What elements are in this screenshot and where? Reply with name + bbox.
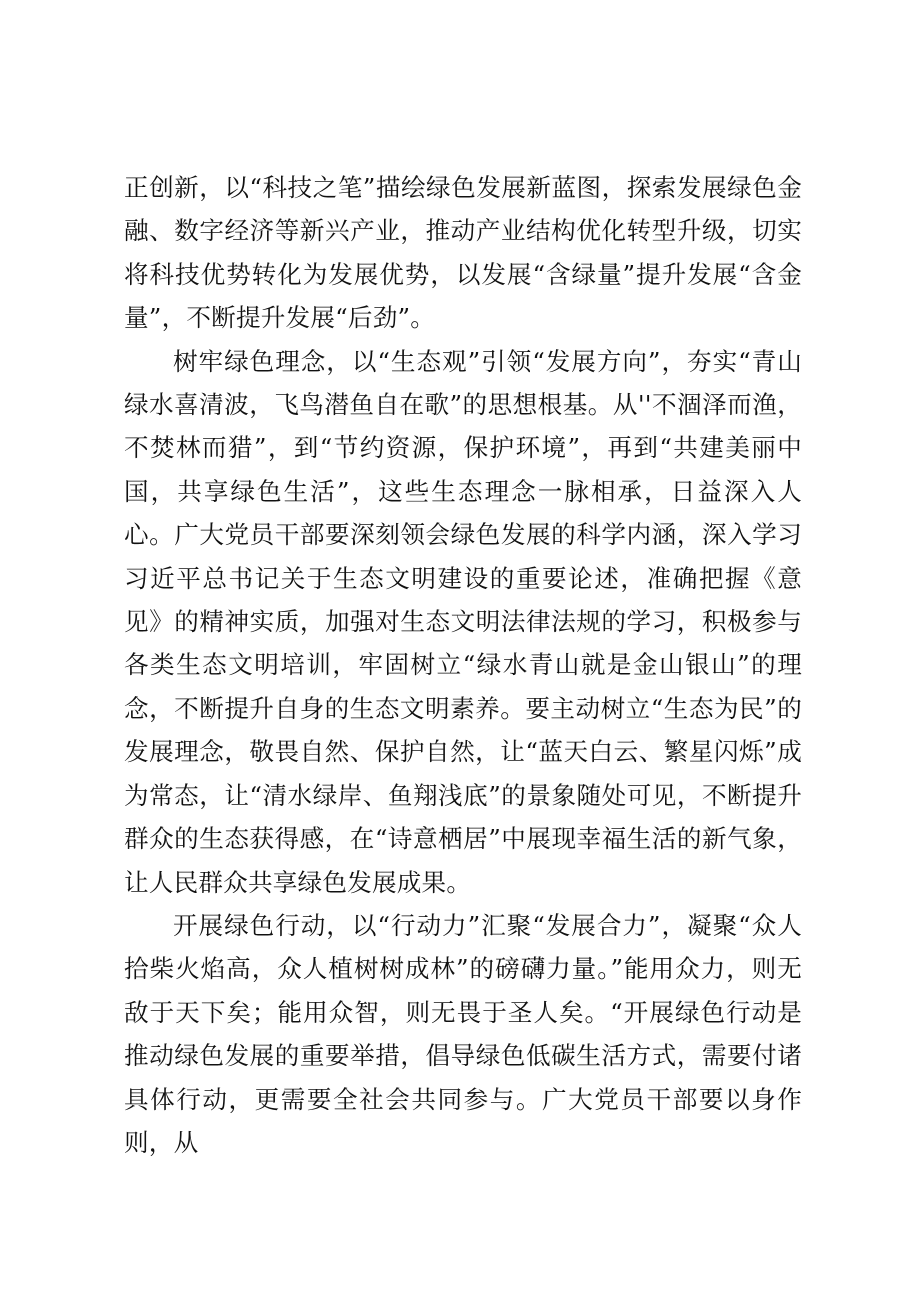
paragraph-green-action: 开展绿色行动，以“行动力”汇聚“发展合力”，凝聚“众人拾柴火焰高，众人植树树成林”的磅礴力量。”能用众力，则无敌于天下矣；能用众智，则无畏于圣人矣。“开展绿色行动是推动绿色发展的重要举措，倡导绿色低碳生活方式，需要付诸具体行动，更需要全社会共同参与。广大党员干部要以身作则，从: [124, 910, 802, 1157]
paragraph-green-concept: 树牢绿色理念，以“生态观”引领“发展方向”，夯实“青山绿水喜清波，飞鸟潜鱼自在歌”的思想根基。从''不涸泽而渔，不焚林而猎”，到“节约资源，保护环境”，再到“共建美丽中国，共享绿色生活”，这些生态理念一脉相承，日益深入人心。广大党员干部要深刻领会绿色发展的科学内涵，深入学习习近平总书记关于生态文明建设的重要论述，准确把握《意见》的精神实质，加强对生态文明法律法规的学习，积极参与各类生态文明培训，牢固树立“绿水青山就是金山银山”的理念，不断提升自身的生态文明素养。要主动树立“生态为民”的发展理念，敬畏自然、保护自然，让“蓝天白云、繁星闪烁”成为常态，让“清水绿岸、鱼翔浅底”的景象随处可见，不断提升群众的生态获得感，在“诗意栖居”中展现幸福生活的新气象，让人民群众共享绿色发展成果。: [124, 346, 802, 897]
paragraph-continued: 正创新，以“科技之笔”描绘绿色发展新蓝图，探索发展绿色金融、数字经济等新兴产业，推动产业结构优化转型升级，切实将科技优势转化为发展优势，以发展“含绿量”提升发展“含金量”，不断提升发展“后劲”。: [124, 173, 802, 333]
document-body: [124, 166, 802, 1164]
